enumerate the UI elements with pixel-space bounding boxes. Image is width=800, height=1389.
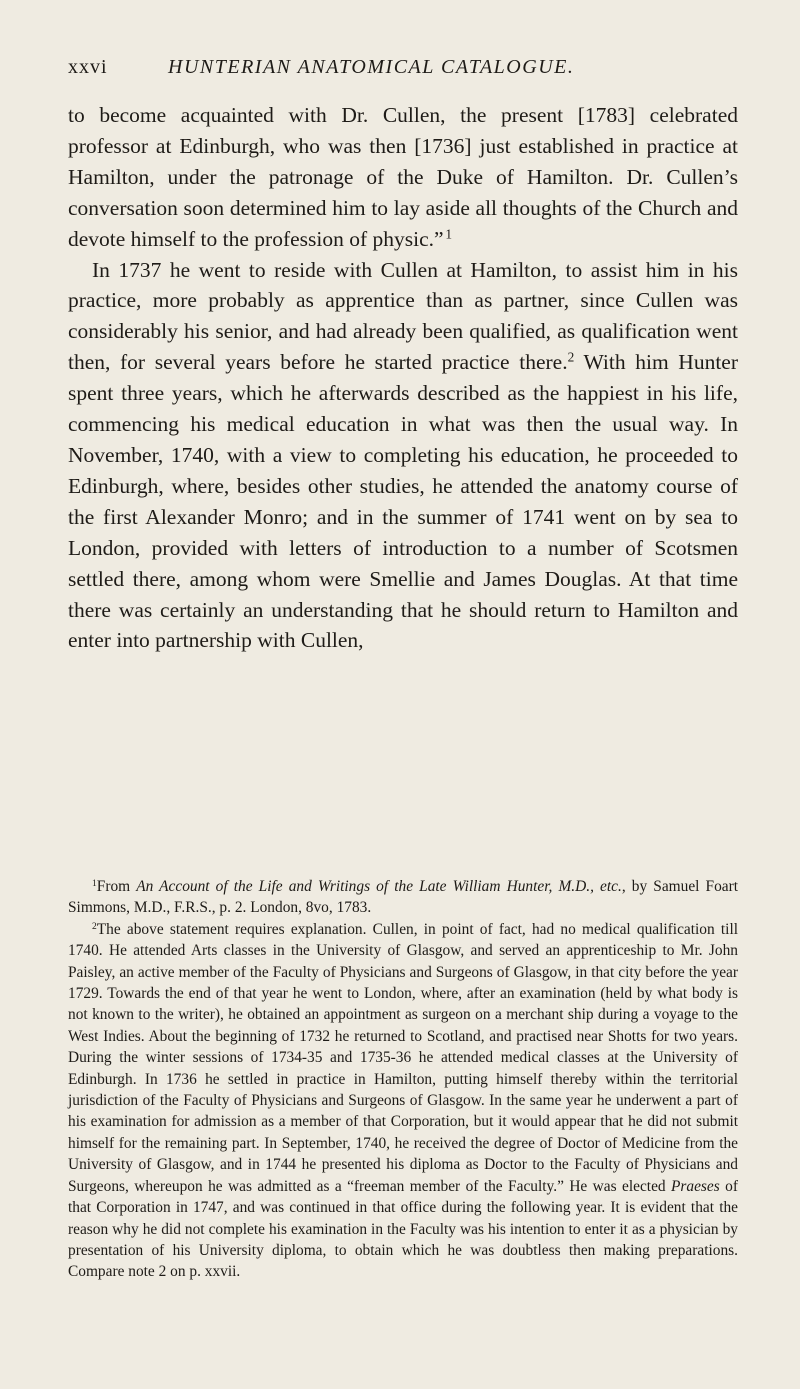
paragraph-1 <box>68 100 738 255</box>
footnotes <box>68 876 738 1283</box>
paragraph-1-text: to become acquainted with Dr. Cullen, the present [1783] celebrated professor at Edinburgh, who was then [1736] just established in practice at Hamilton, under the patronage of the Duke of Hamilton. Dr. Cullen’s conversation soon determined him to lay aside all thoughts of the Church and devote himself to the profession of physic.” <box>68 103 738 251</box>
paragraph-2-text-b: With him Hunter spent three years, which he afterwards described as the happiest in his life, commencing his medical education in what was then the usual way. In November, 1740, with a view to completing his education, he proceeded to Edinburgh, where, besides other studies, he attended the anatomy course of the first Alexander Monro; and in the summer of 1741 went on by sea to London, provided with letters of introduction to a number of Scotsmen settled there, among whom were Smellie and James Douglas. At that time there was certainly an understanding that he should return to Hamilton and enter into partnership with Cullen, <box>68 350 739 653</box>
footnote-1-title: An Account of the Life and Writings of the Late William Hunter, M.D., etc. <box>136 878 622 895</box>
footnote-1-post: , by Samuel Foart Simmons, M.D., F.R.S., p. 2. London, 8vo, 1783. <box>68 878 739 917</box>
page-number: xxvi <box>68 56 108 78</box>
running-title: HUNTERIAN ANATOMICAL CATALOGUE. <box>168 56 575 78</box>
footnote-ref-1: 1 <box>445 226 453 242</box>
paragraph-2 <box>68 255 738 657</box>
footnote-1-pre: From <box>96 878 137 895</box>
main-text <box>68 100 738 656</box>
footnote-2-text-a: The above statement requires explanation. Cullen, in point of fact, had no medical qualification till 1740. He attended Arts classes in the University of Glasgow, and served an apprenticeship to Mr. John Paisley, an active member of the Faculty of Physicians and Surgeons of Glasgow, in that city before the year 1729. Towards the end of that year he went to London, where, after an examination (held by what body is not known to the writer), he obtained an appointment as surgeon on a merchant ship during a voyage to the West Indies. About the beginning of 1732 he returned to Scotland, and practised near Shotts for two years. During the winter sessions of 1734-35 and 1735-36 he attended medical classes at the University of Edinburgh. In 1736 he settled in practice in Hamilton, putting himself thereby within the territorial jurisdiction of the Faculty of Physicians and Surgeons of Glasgow. In the same year he underwent a part of his examination for admission as a member of that Corporation, but it would appear that he did not submit himself for the remaining part. In September, 1740, he received the degree of Doctor of Medicine from the University of Glasgow, and in 1744 he presented his diploma as Doctor to the Faculty of Physicians and Surgeons, whereupon he was admitted as a “freeman member of the Faculty.” He was elected <box>68 920 738 1195</box>
paragraph-2-text-a: In 1737 he went to reside with Cullen at Hamilton, to assist him in his practice, more probably as apprentice than as partner, since Cullen was considerably his senior, and had already been qualified, as qualification went then, for several years before he started practice there. <box>68 257 738 375</box>
footnote-2-mark: 2 <box>92 920 97 932</box>
footnote-2-italic: Praeses <box>671 1177 720 1195</box>
footnote-2 <box>68 919 738 1283</box>
footnote-ref-2: 2 <box>567 349 575 365</box>
footnote-2-text-b: of that Corporation in 1747, and was continued in that office during the following year. It is evident that the reason why he did not complete his examination in the Faculty was his intention to enter it as a physician by presentation of his University diploma, to obtain which he was doubtless then making preparations. Compare note 2 on p. xxvii. <box>68 1177 738 1281</box>
footnote-1-mark: 1 <box>92 877 97 889</box>
footnote-1 <box>68 876 738 919</box>
